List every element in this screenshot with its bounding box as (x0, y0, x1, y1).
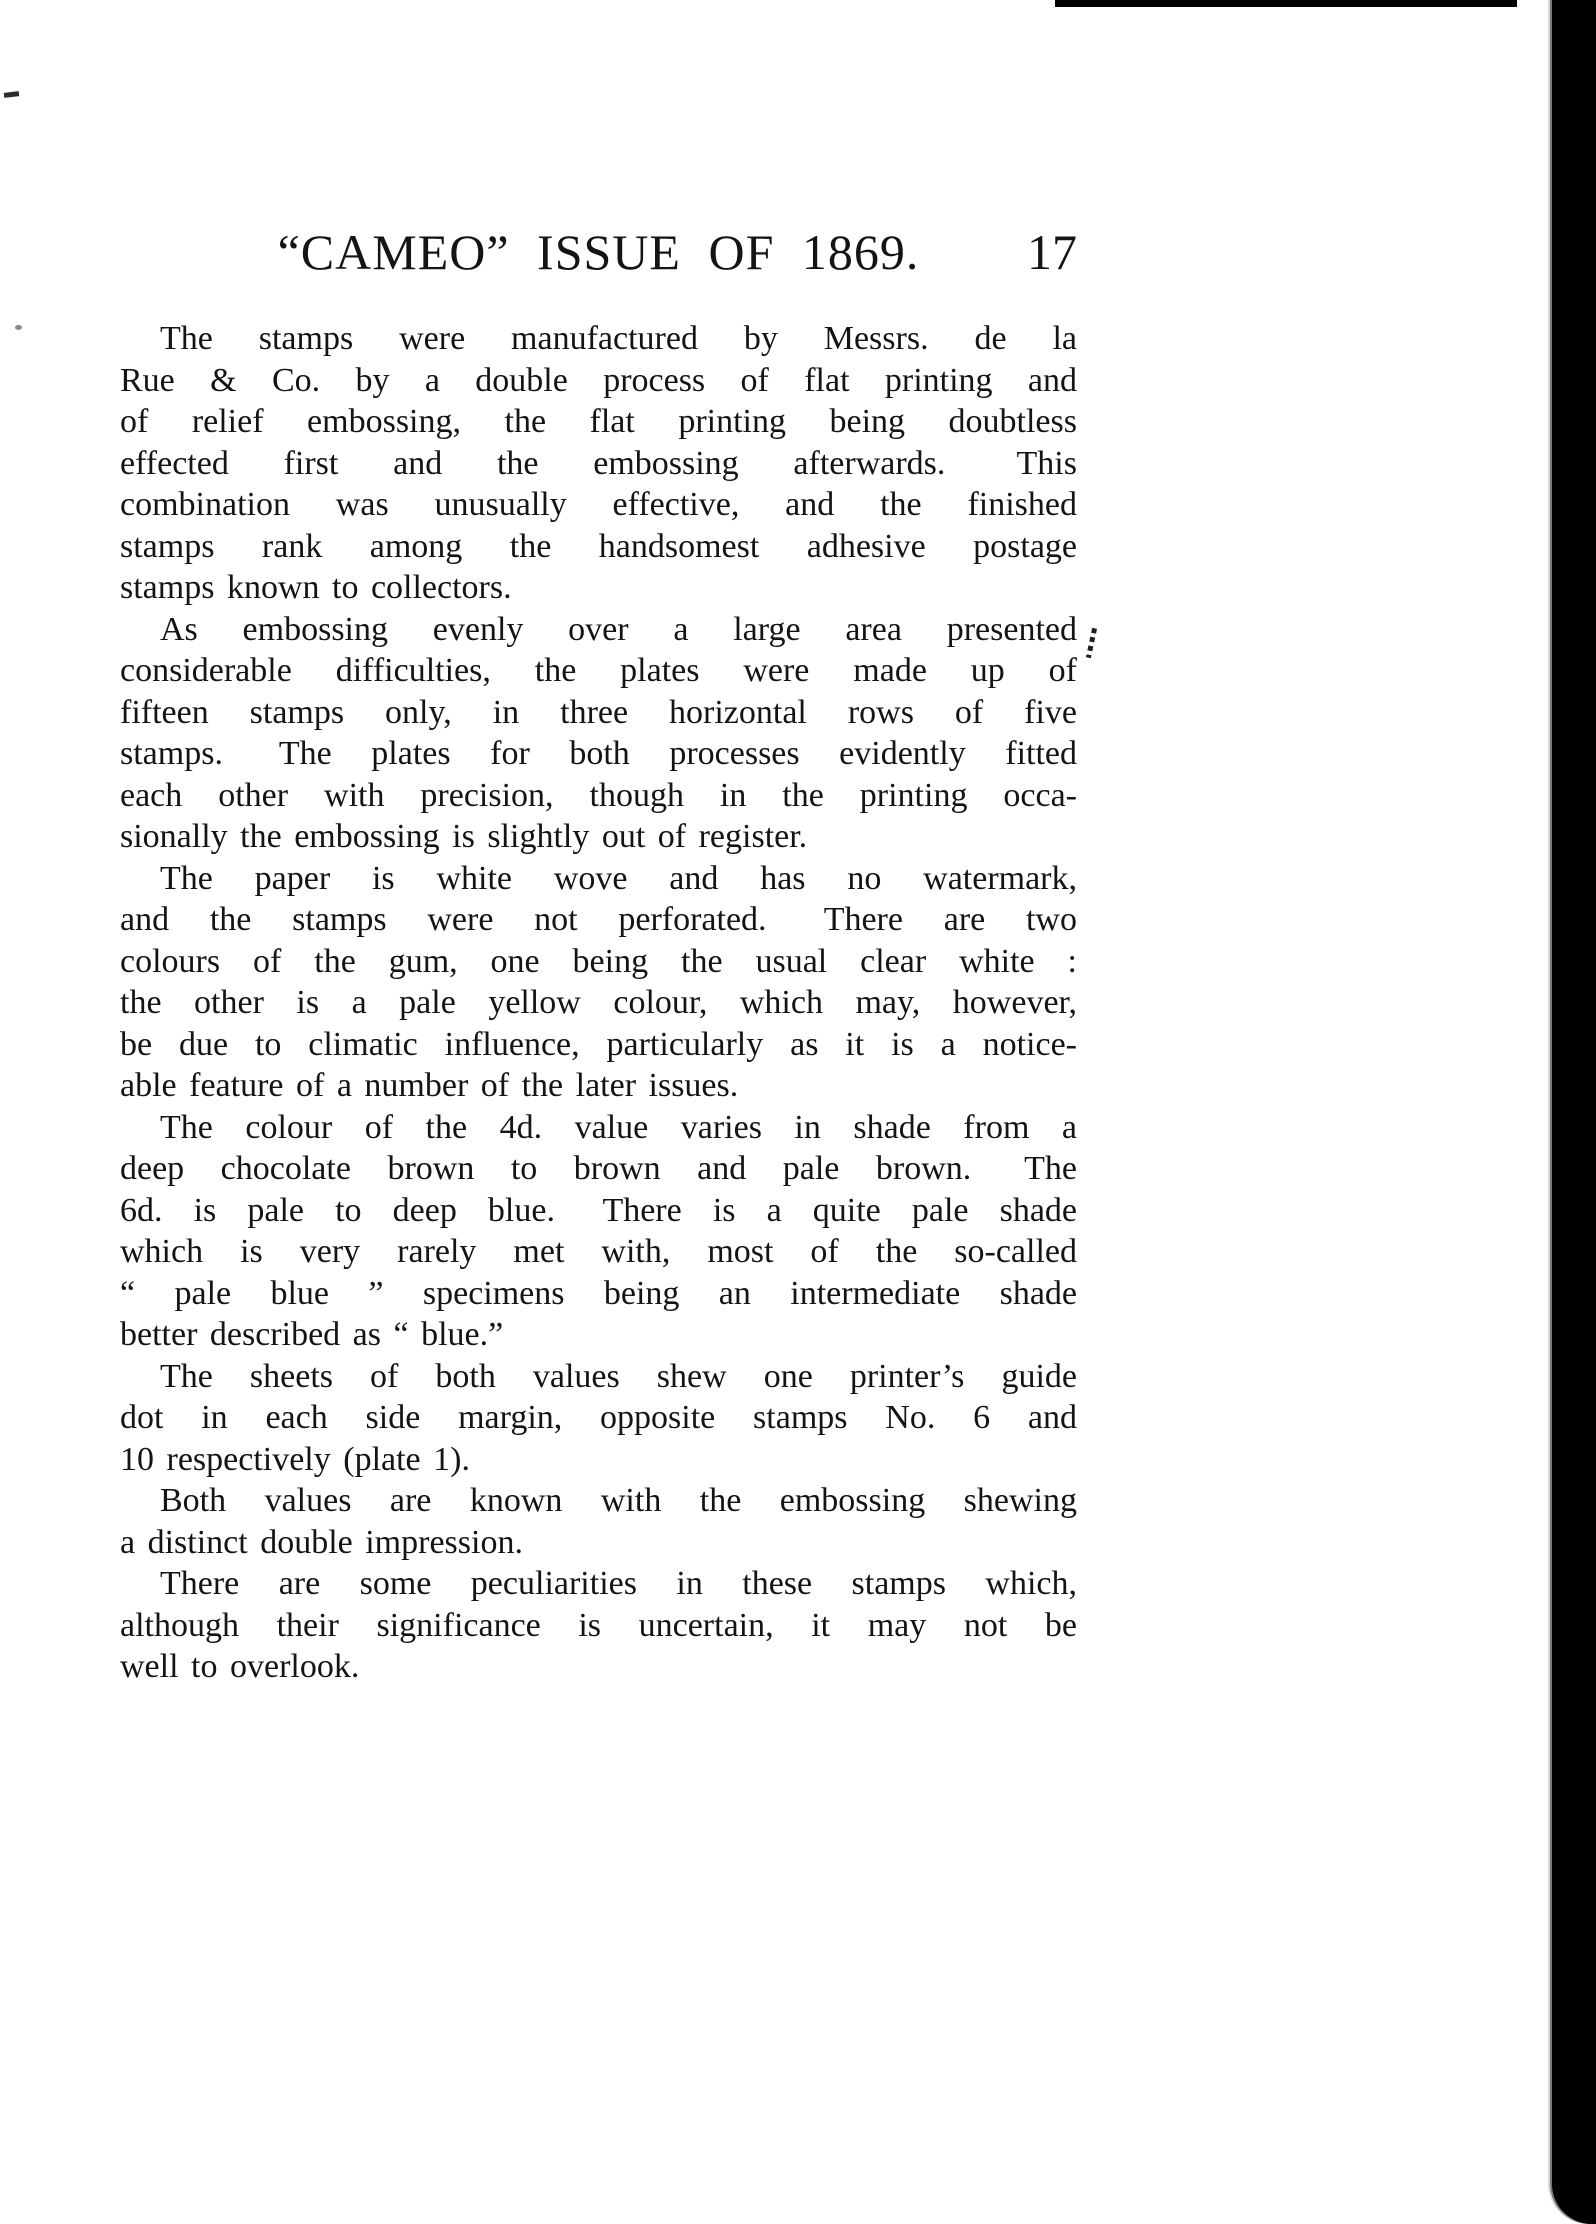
text-line: able feature of a number of the later issues. (120, 1067, 739, 1104)
text-line: be due to climatic influence, particularly as it is a notice- (120, 1025, 1077, 1063)
text-line: although their significance is uncertain, it may not be (120, 1606, 1077, 1644)
text-line: sionally the embossing is slightly out of register. (120, 818, 808, 855)
text-line: Both values are known with the embossing shewing (160, 1482, 1077, 1519)
text-line: and the stamps were not perforated. There are two (120, 901, 1077, 938)
scan-top-edge-shadow (1055, 0, 1517, 7)
scan-speck-dot (15, 325, 22, 330)
text-line: deep chocolate brown to brown and pale brown. The (120, 1150, 1077, 1187)
text-line: dot in each side margin, opposite stamps No. 6 and (120, 1399, 1077, 1436)
text-line: There are some peculiarities in these stamps which, (160, 1565, 1077, 1602)
text-line: well to overlook. (120, 1648, 360, 1685)
page-title: “CAMEO” ISSUE OF 1869. (277, 224, 920, 280)
text-line: “ pale blue ” specimens being an intermediate shade (120, 1274, 1077, 1312)
paragraph (120, 1107, 1077, 1356)
text-line: fifteen stamps only, in three horizontal rows of five (120, 693, 1077, 731)
scan-speck-dash (4, 91, 19, 98)
scan-speck-squiggle (1086, 628, 1097, 658)
text-line: colours of the gum, one being the usual clear white : (120, 942, 1077, 980)
page-content (120, 226, 1077, 1688)
text-line: stamps known to collectors. (120, 569, 512, 606)
text-line: which is very rarely met with, most of the so-called (120, 1233, 1077, 1270)
paragraph (120, 1356, 1077, 1481)
text-line: each other with precision, though in the printing occa- (120, 776, 1077, 814)
text-line: stamps. The plates for both processes evidently fitted (120, 735, 1077, 772)
page-header (120, 226, 1077, 278)
text-line: better described as “ blue.” (120, 1316, 504, 1353)
text-line: The paper is white wove and has no watermark, (160, 859, 1077, 897)
text-line: stamps rank among the handsomest adhesive postage (120, 527, 1077, 565)
text-line: combination was unusually effective, and the finished (120, 486, 1077, 523)
paragraph (120, 858, 1077, 1107)
paragraph (120, 609, 1077, 858)
paragraphs (120, 318, 1077, 1688)
page-number: 17 (1027, 224, 1077, 280)
text-line: of relief embossing, the flat printing being doubtless (120, 403, 1077, 440)
text-line: The sheets of both values shew one printer’s guide (160, 1357, 1077, 1395)
text-line: the other is a pale yellow colour, which may, however, (120, 984, 1077, 1021)
paragraph (120, 1480, 1077, 1563)
text-line: considerable difficulties, the plates were made up of (120, 652, 1077, 689)
scan-right-edge-shadow (1552, 0, 1596, 2224)
text-line: effected first and the embossing afterwards. This (120, 444, 1077, 482)
paragraph (120, 1563, 1077, 1688)
text-line: Rue & Co. by a double process of flat printing and (120, 361, 1077, 399)
text-line: 6d. is pale to deep blue. There is a quite pale shade (120, 1191, 1077, 1229)
text-line: The stamps were manufactured by Messrs. de la (160, 320, 1077, 357)
text-line: The colour of the 4d. value varies in shade from a (160, 1108, 1077, 1146)
text-line: a distinct double impression. (120, 1523, 523, 1561)
text-line: 10 respectively (plate 1). (120, 1440, 470, 1478)
paragraph (120, 318, 1077, 609)
text-line: As embossing evenly over a large area presented (160, 610, 1077, 648)
